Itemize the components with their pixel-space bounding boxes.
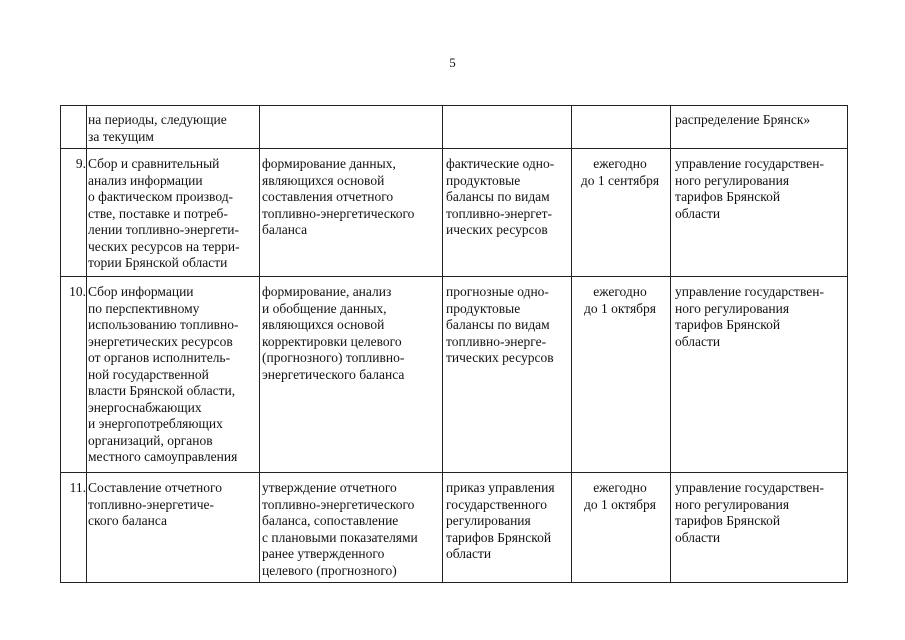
row-number-cell: 11.: [69, 480, 86, 495]
deadline-cell: ежегодно до 1 сентября: [580, 156, 660, 188]
document-cell: приказ управления государственного регулирования тарифов Брянской области: [446, 480, 555, 561]
continuation-work-cell: на периоды, следующие за текущим: [88, 112, 227, 144]
continuation-responsible-cell: распределение Брянск»: [675, 112, 811, 127]
completion-form-cell: формирование, анализ и обобщение данных, являющихся основой корректировки целевого (прогнозного) топливно- энергетического баланса: [262, 284, 405, 382]
responsible-cell: управление государствен- ного регулирования тарифов Брянской области: [675, 156, 824, 221]
row-number-cell: 10.: [69, 284, 86, 299]
work-description-cell: Сбор информации по перспективному использованию топливно- энергетических ресурсов от органов исполнитель- ной государственной власти Брянской области, энергоснабжающих и энергопотребляющих организаций, органов местного самоуправления: [88, 284, 239, 464]
column-divider: [60, 105, 61, 583]
column-divider: [847, 105, 848, 583]
column-divider: [86, 105, 87, 583]
column-divider: [670, 105, 671, 583]
column-divider: [571, 105, 572, 583]
row-divider: [60, 472, 848, 473]
completion-form-cell: формирование данных, являющихся основой составления отчетного топливно-энергетического баланса: [262, 156, 415, 237]
work-description-cell: Сбор и сравнительный анализ информации о фактическом производ- стве, поставке и потреб- лении топливно-энергети- ческих ресурсов на терри- тории Брянской области: [88, 156, 240, 270]
table-border-bottom: [60, 582, 848, 583]
completion-form-cell: утверждение отчетного топливно-энергетического баланса, сопоставление с плановыми показателями ранее утвержденного целевого (прогнозного): [262, 480, 418, 578]
deadline-cell: ежегодно до 1 октября: [583, 284, 656, 316]
page-number: 5: [449, 55, 456, 70]
row-number-cell: 9.: [75, 156, 86, 171]
row-divider: [60, 148, 848, 149]
document-cell: прогнозные одно- продуктовые балансы по видам топливно-энерге- тических ресурсов: [446, 284, 554, 365]
responsible-cell: управление государствен- ного регулирования тарифов Брянской области: [675, 480, 824, 545]
responsible-cell: управление государствен- ного регулирования тарифов Брянской области: [675, 284, 824, 349]
table-border-top: [60, 105, 848, 106]
row-divider: [60, 276, 848, 277]
column-divider: [442, 105, 443, 583]
deadline-cell: ежегодно до 1 октября: [583, 480, 656, 512]
work-description-cell: Составление отчетного топливно-энергетиче- ского баланса: [88, 480, 222, 528]
document-cell: фактические одно- продуктовые балансы по видам топливно-энергет- ических ресурсов: [446, 156, 555, 237]
